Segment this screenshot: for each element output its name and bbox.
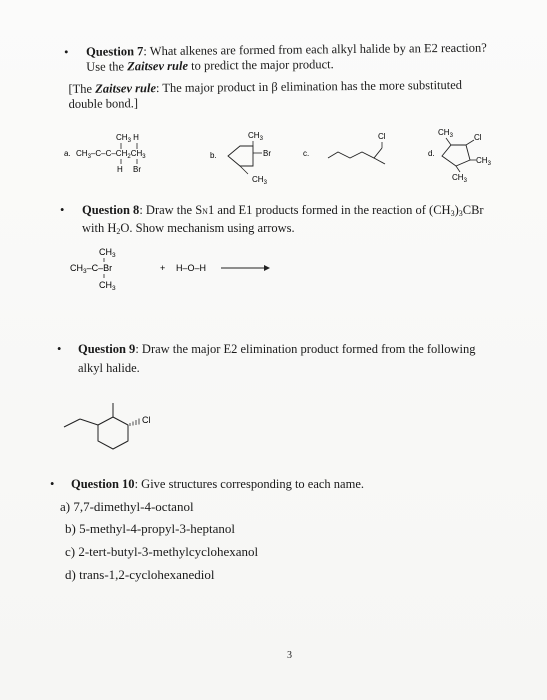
svg-text:Cl: Cl: [378, 132, 386, 141]
svg-text:CH3: $CH_3$: [252, 175, 267, 186]
q9-block: • Question 9: Draw the major E2 elimination product formed from the following alkyl halide.: [57, 342, 476, 375]
page-number: 3: [287, 650, 292, 661]
svg-text:CH3: $CH_3$: [99, 280, 116, 292]
q7a-label: a.: [64, 149, 71, 158]
svg-text:CH3 H: $CH_3$ H: [116, 133, 139, 144]
q7-structures: [60, 118, 510, 190]
q10-option-d: d) trans-1,2-cyclohexanediol: [65, 567, 215, 582]
q7d-label: d.: [428, 149, 435, 158]
q7-note1c: : The major product in β elimination has the more substituted: [155, 77, 463, 96]
q8-title: Question 8: [82, 203, 140, 217]
q7-bullet: •: [64, 44, 69, 60]
q10-block: • Question 10: Give structures corresponding to each name.: [50, 477, 364, 491]
q7-block: [64, 40, 516, 112]
svg-text:CH3–C–Br: $CH_3-C-Br$: [70, 263, 113, 275]
q7-line1: : What alkenes are formed from each alkyl halide by an E2 reaction?: [143, 40, 487, 59]
q7-note1a: [The: [68, 81, 96, 96]
q10-options: [57, 496, 497, 586]
q7-note-zaitsev: Zaitsev rule: [95, 81, 157, 96]
q10-option-c: c) 2-tert-butyl-3-methylcyclohexanol: [65, 544, 259, 559]
svg-text:CH3: $CH_3$: [452, 173, 467, 184]
q7-zaitsev: Zaitsev rule: [127, 58, 189, 74]
svg-text:Cl: Cl: [474, 133, 482, 142]
q8-reaction: [66, 243, 286, 295]
svg-text:CH3: $CH_3$: [248, 131, 263, 142]
q10-title: Question 10: [71, 477, 135, 491]
svg-text:H–O–H: H–O–H: [176, 263, 207, 273]
svg-text:CH3: $CH_3$: [476, 156, 491, 167]
q7-line2c: to predict the major product.: [187, 57, 334, 73]
svg-text:H: H: [117, 165, 123, 174]
q8-bullet: •: [60, 203, 65, 217]
svg-text:CH3: $CH_3$: [438, 128, 453, 139]
svg-text:Br: Br: [263, 149, 271, 158]
svg-text:CH3–C–C–CH2CH3: $CH_3-C-C-CH_2CH_3$: [76, 149, 146, 160]
q9-bullet: •: [57, 342, 62, 356]
q7-line2a: Use the: [86, 59, 128, 74]
q8-block: • Question 8: Draw the SN1 and E1 products formed in the reaction of (CH3)3CBr with H2O. Show mechanism using arrows.: [60, 203, 484, 236]
svg-text:CH3: $CH_3$: [99, 247, 116, 259]
svg-text:+: +: [160, 263, 166, 273]
svg-text:Br: Br: [133, 165, 141, 174]
svg-text:Cl: Cl: [142, 415, 151, 425]
q9-structure: [60, 395, 180, 460]
q10-bullet: •: [50, 477, 55, 491]
q10-option-a: a) 7,7-dimethyl-4-octanol: [60, 499, 194, 514]
q9-title: Question 9: [78, 342, 136, 356]
q10-option-b: b) 5-methyl-4-propyl-3-heptanol: [65, 521, 236, 536]
q7-title: Question 7: [85, 44, 144, 59]
q7b-label: b.: [210, 151, 217, 160]
q7-note2: double bond.]: [68, 96, 139, 111]
q7c-label: c.: [303, 149, 310, 158]
